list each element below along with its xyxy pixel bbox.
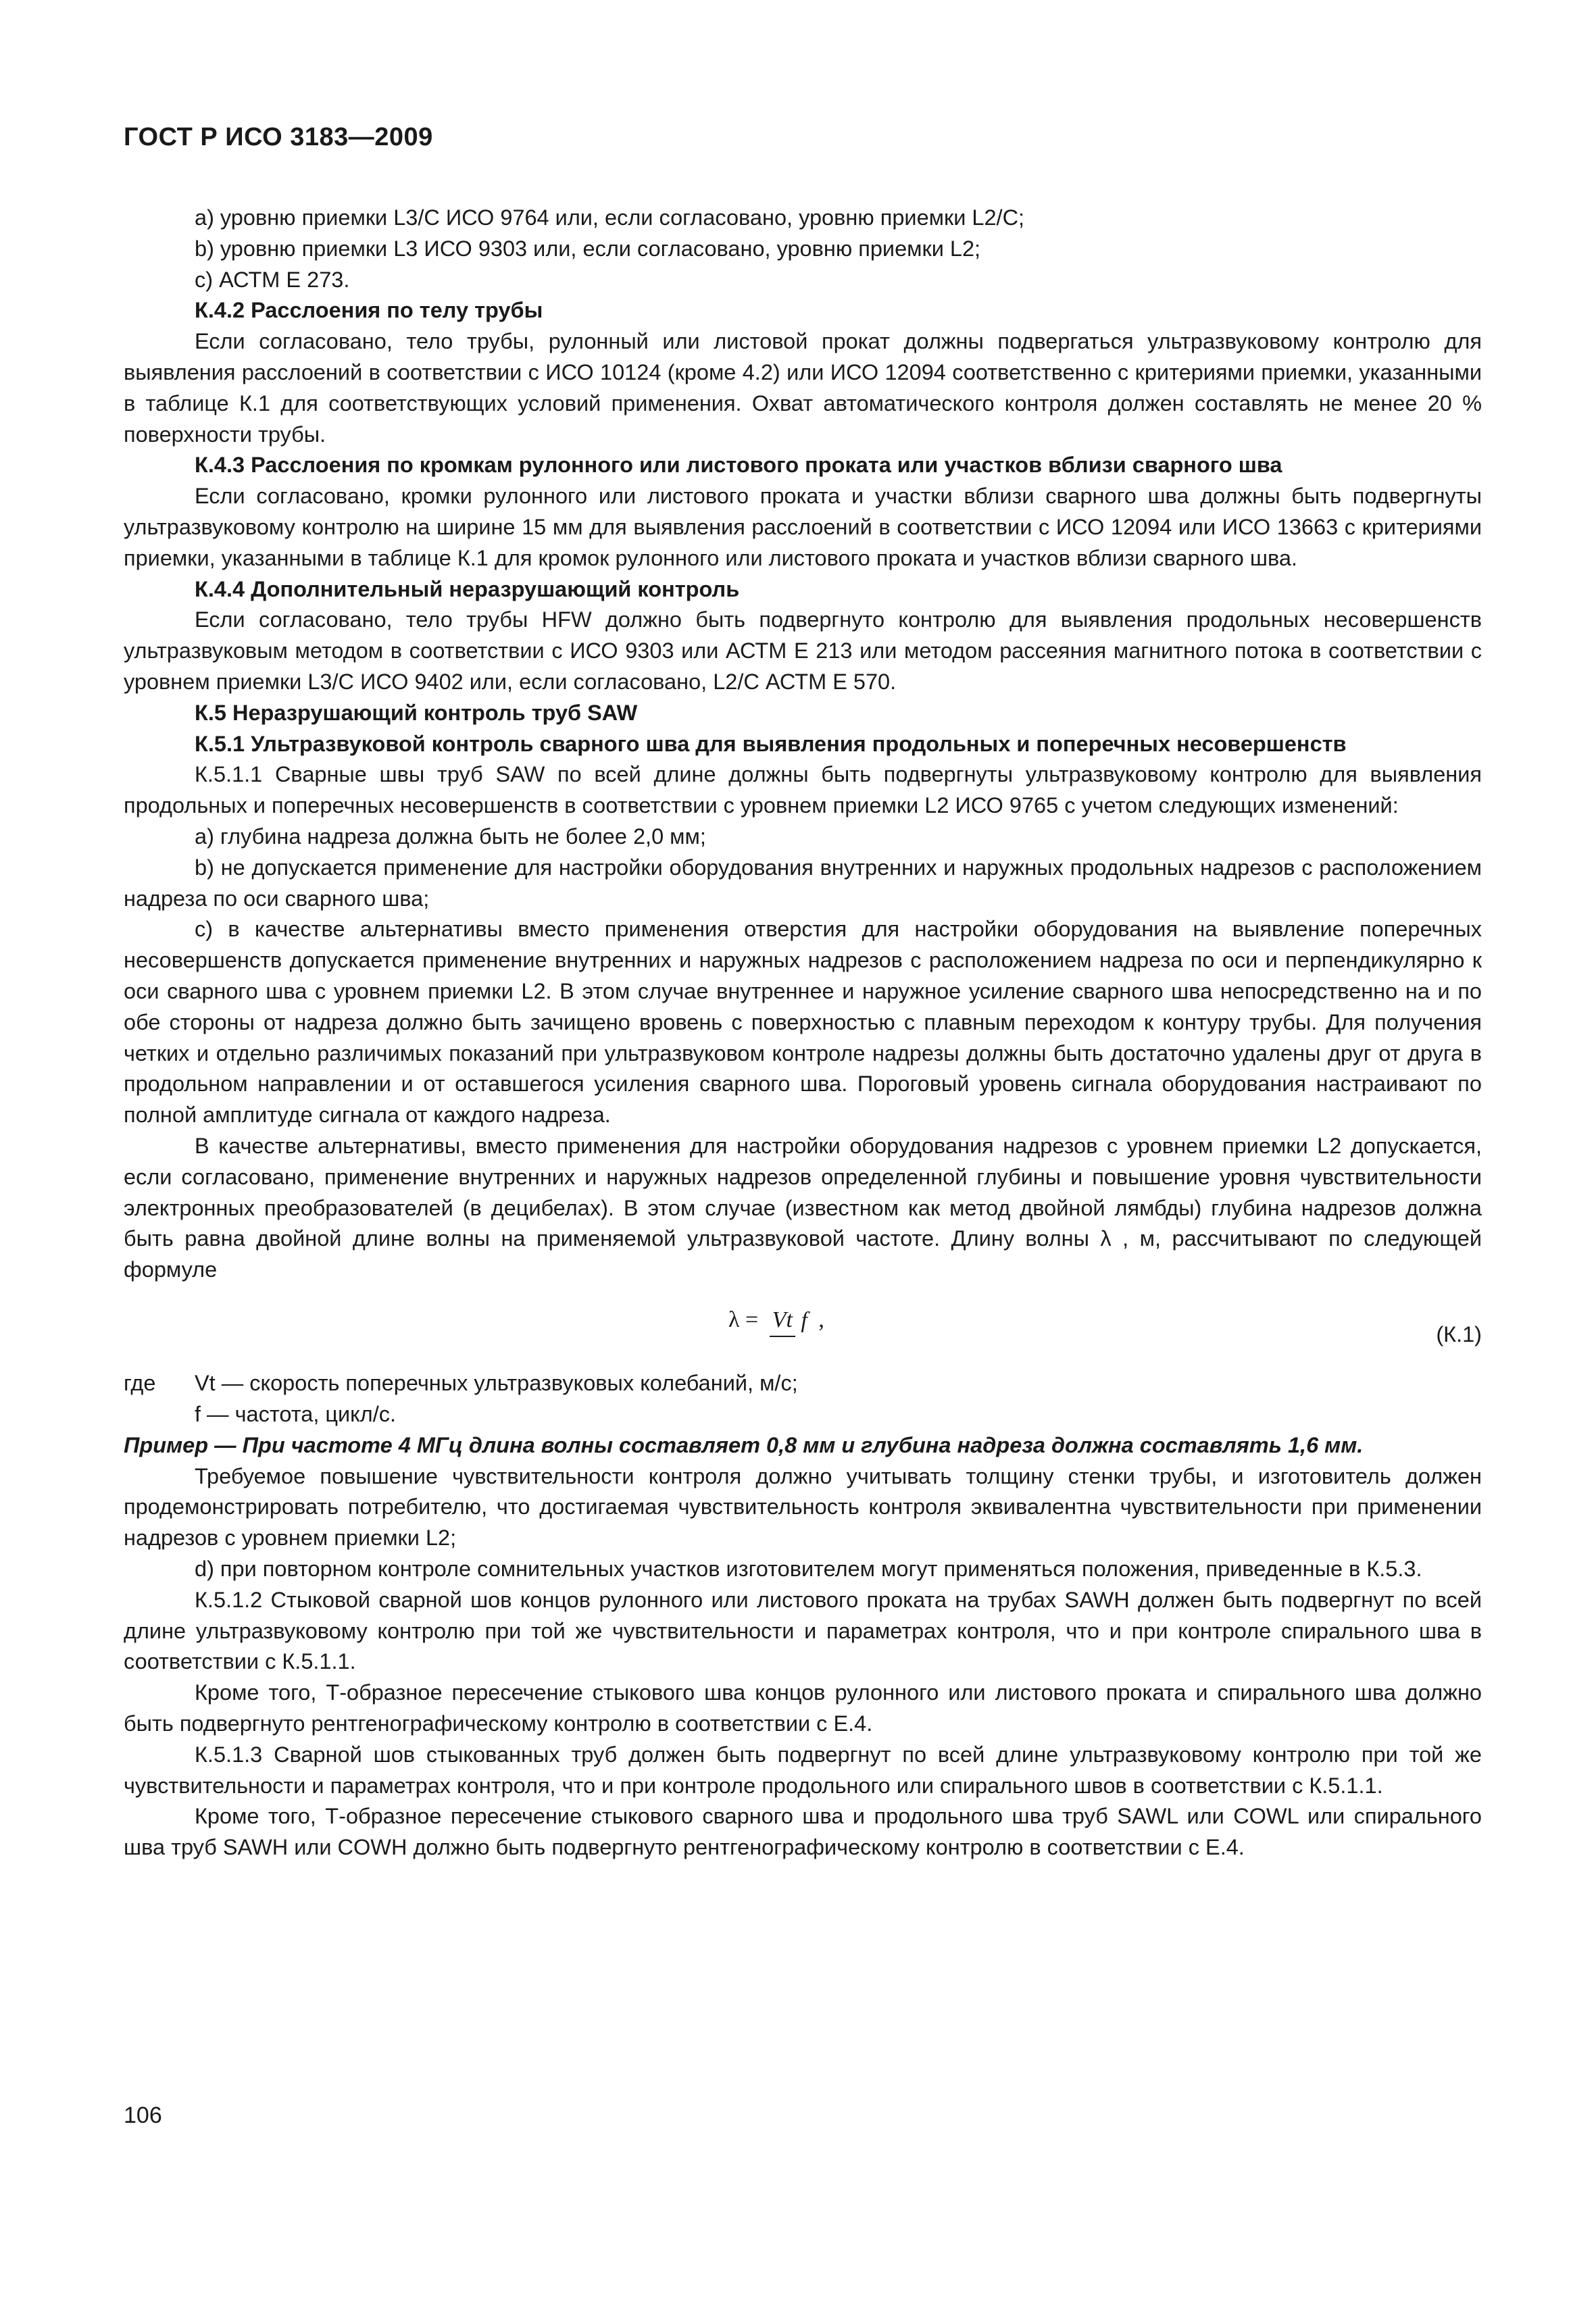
formula-expression bbox=[728, 1303, 824, 1337]
formula-tail: , bbox=[818, 1307, 824, 1333]
paragraph-k43: Если согласовано, кромки рулонного или листового проката и участки вблизи сварного шва должны быть подвергнуты ультразвуковому контролю на ширине 15 мм для выявления расслоений в соответствии с ИСО 12094 или ИСО 13663 с критериями приемки, указанными в таблице К.1 для кромок рулонного или листового проката и участков вблизи сварного шва. bbox=[124, 484, 1482, 570]
section-heading-k42: К.4.2 Расслоения по телу трубы bbox=[195, 298, 543, 323]
legend-where: где bbox=[124, 1370, 156, 1395]
list-item-a: a) уровню приемки L3/C ИСО 9764 или, если согласовано, уровню приемки L2/C; bbox=[195, 205, 1025, 230]
paragraph-sensitivity: Требуемое повышение чувствительности контроля должно учитывать толщину стенки трубы, и изготовитель должен продемонстрировать потребителю, что достигаемая чувствительность контроля эквивалентна чувствительности при применении надрезов с уровнем приемки L2; bbox=[124, 1463, 1482, 1551]
formula-fraction bbox=[770, 1304, 807, 1337]
list-item-a2: a) глубина надреза должна быть не более 2,0 мм; bbox=[195, 824, 706, 849]
formula-lhs: λ = bbox=[728, 1307, 759, 1333]
paragraph-k44: Если согласовано, тело трубы HFW должно быть подвергнуто контролю для выявления продольных несовершенств ультразвуковым методом в соответствии с ИСО 9303 или АСТМ Е 213 или методом рассеяния магнитного потока в соответствии с уровнем приемки L3/C ИСО 9402 или, если согласовано, L2/C АСТМ Е 570. bbox=[124, 607, 1482, 694]
paragraph-k513-t: Кроме того, Т-образное пересечение стыкового сварного шва и продольного шва труб SAWL или COWL или спирального шва труб SAWH или COWH должно быть подвергнуто рентгенографическому контролю в соответствии с Е.4. bbox=[124, 1804, 1482, 1860]
list-item-c: c) АСТМ Е 273. bbox=[195, 267, 350, 292]
document-header: ГОСТ Р ИСО 3183—2009 bbox=[124, 123, 433, 151]
paragraph-alternative: В качестве альтернативы, вместо применения для настройки оборудования надрезов с уровнем приемки L2 допускается, если согласовано, применение внутренних и наружных надрезов определенной глубины и повышение уровня чувствительности электронных преобразователей (в децибелах). В этом случае (известном как метод двойной лямбды) глубина надрезов должна быть равна двойной длине волны на применяемой ультразвуковой частоте. Длину волны λ , м, рассчитывают по следующей формуле bbox=[124, 1133, 1482, 1282]
paragraph-k512: К.5.1.2 Стыковой сварной шов концов рулонного или листового проката на трубах SAWH должен быть подвергнут по всей длине ультразвуковому контролю при той же чувствительности и параметрах контроля, что и при контроле спирального шва в соответствии с К.5.1.1. bbox=[124, 1587, 1482, 1674]
formula-denominator: f bbox=[801, 1307, 807, 1333]
formula-numerator: Vt bbox=[770, 1305, 795, 1337]
list-item-c2: c) в качестве альтернативы вместо применения отверстия для настройки оборудования на выявление поперечных несовершенств допускается применение внутренних и наружных надрезов с расположением надреза по оси и перпендикулярно к оси сварного шва с уровнем приемки L2. В этом случае внутреннее и наружное усиление сварного шва непосредственно на и по обе стороны от надреза должно быть зачищено вровень с поверхностью с плавным переходом к контуру трубы. Для получения четких и отдельно различимых показаний при ультразвуковом контроле надрезы должны быть достаточно удалены друг от друга в продольном направлении и от оставшегося усиления сварного шва. Пороговый уровень сигнала оборудования настраивают по полной амплитуде сигнала от каждого надреза. bbox=[124, 917, 1482, 1128]
list-item-b: b) уровню приемки L3 ИСО 9303 или, если согласовано, уровню приемки L2; bbox=[195, 236, 981, 261]
formula-k1 bbox=[124, 1297, 1482, 1367]
legend-f: f — частота, цикл/с. bbox=[195, 1401, 397, 1426]
paragraph-k511: К.5.1.1 Сварные швы труб SAW по всей длине должны быть подвергнуты ультразвуковому контролю для выявления продольных и поперечных несовершенств в соответствии с уровнем приемки L2 ИСО 9765 с учетом следующих изменений: bbox=[124, 762, 1482, 818]
section-heading-k43: К.4.3 Расслоения по кромкам рулонного или листового проката или участков вблизи сварного шва bbox=[195, 453, 1282, 478]
formula-number: (К.1) bbox=[1436, 1322, 1482, 1347]
page-number: 106 bbox=[124, 2103, 162, 2128]
list-item-b2: b) не допускается применение для настройки оборудования внутренних и наружных продольных надрезов с расположением надреза по оси сварного шва; bbox=[124, 855, 1482, 911]
legend-vt: Vt — скорость поперечных ультразвуковых колебаний, м/с; bbox=[195, 1370, 798, 1395]
paragraph-k512-t: Кроме того, Т-образное пересечение стыкового шва концов рулонного или листового проката и спирального шва должно быть подвергнуто рентгенографическому контролю в соответствии с Е.4. bbox=[124, 1680, 1482, 1736]
section-heading-k51: К.5.1 Ультразвуковой контроль сварного шва для выявления продольных и поперечных несовершенств bbox=[195, 731, 1347, 756]
paragraph-k513: К.5.1.3 Сварной шов стыкованных труб должен быть подвергнут по всей длине ультразвуковому контролю при той же чувствительности и параметрах контроля, что и при контроле продольного или спирального швов в соответствии с К.5.1.1. bbox=[124, 1742, 1482, 1798]
example-note: Пример — При частоте 4 МГц длина волны составляет 0,8 мм и глубина надреза должна составлять 1,6 мм. bbox=[124, 1432, 1364, 1457]
formula-legend bbox=[124, 1368, 1482, 1430]
list-item-d: d) при повторном контроле сомнительных участков изготовителем могут применяться положения, приведенные в К.5.3. bbox=[195, 1557, 1422, 1582]
section-heading-k44: К.4.4 Дополнительный неразрушающий контроль bbox=[195, 576, 740, 601]
paragraph-k42: Если согласовано, тело трубы, рулонный или листовой прокат должны подвергаться ультразвуковому контролю для выявления расслоений в соответствии с ИСО 10124 (кроме 4.2) или ИСО 12094 соответственно с критериями приемки, указанными в таблице К.1 для соответствующих условий применения. Охват автоматического контроля должен составлять не менее 20 % поверхности трубы. bbox=[124, 329, 1482, 447]
document-body bbox=[124, 203, 1482, 1863]
section-heading-k5: К.5 Неразрушающий контроль труб SAW bbox=[195, 700, 638, 725]
document-page bbox=[124, 0, 1482, 2314]
